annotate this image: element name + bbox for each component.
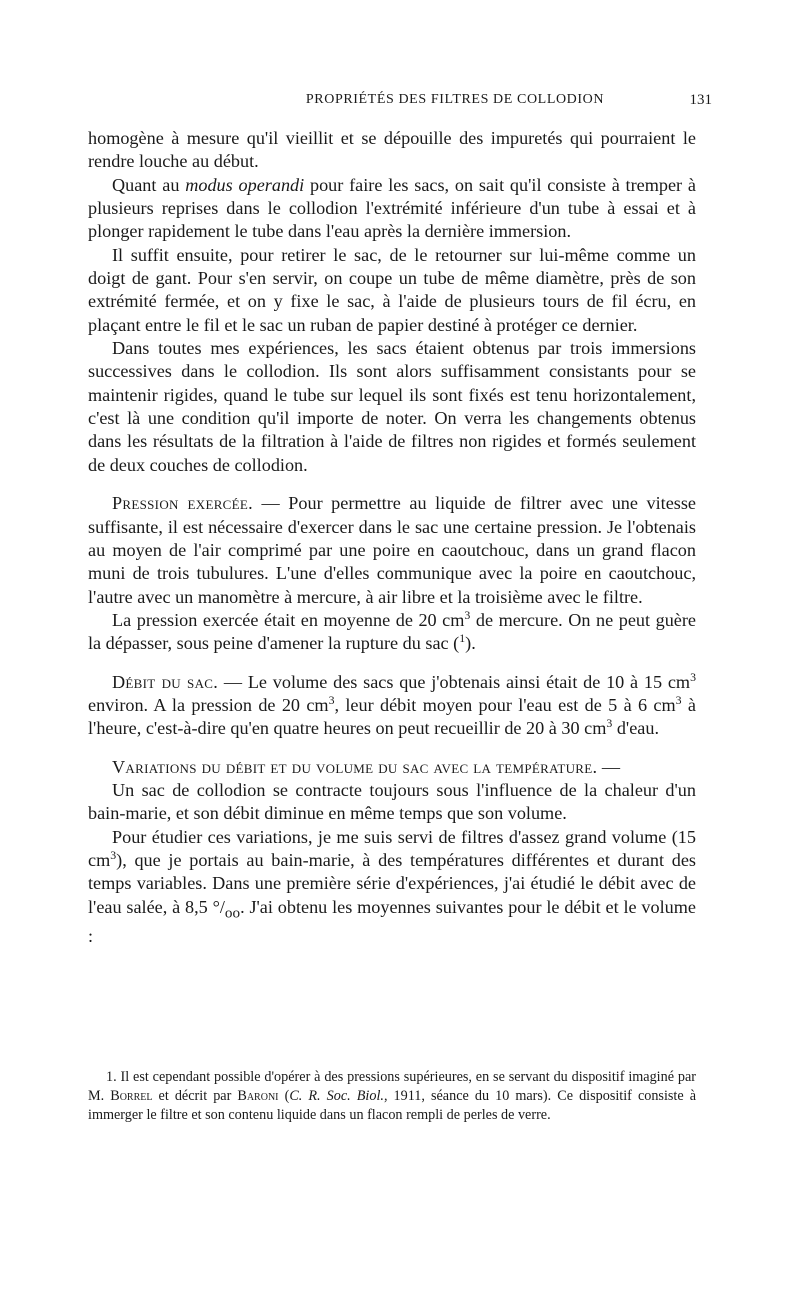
footnote-reference: 1 <box>459 631 466 646</box>
footnote-text: 1. Il est cependant possible d'opérer à des pressions supérieures, en se servant du dispositif imaginé par M. <box>88 1069 696 1104</box>
paragraph-text: à l'heure, c'est-à-dire qu'en quatre heures on peut recueillir de 20 à 30 cm <box>88 694 696 739</box>
paragraph-text: La pression exercée était en moyenne de 20 cm <box>112 609 465 630</box>
paragraph-text: ). <box>465 633 476 654</box>
paragraph-text: pour faire les sacs, on sait qu'il consiste à tremper à plusieurs reprises dans le collodion l'extrémité inférieure d'un tube à essai et à plonger rapidement le tube dans l'eau après la dernière immersion. <box>88 174 696 242</box>
running-title: PROPRIÉTÉS DES FILTRES DE COLLODION <box>305 92 605 107</box>
superscript: 3 <box>675 692 682 707</box>
italic-phrase: modus operandi <box>185 174 305 195</box>
page-number: 131 <box>689 92 712 108</box>
footnote-1 <box>88 1068 696 1125</box>
paragraph-modus-operandi <box>88 174 696 244</box>
section-debit <box>88 671 696 741</box>
section-heading: Variations du débit et du volume du sac avec la température. <box>112 756 598 777</box>
footnote-text: ( <box>278 1088 290 1104</box>
footnote-text: , 1911, séance du 10 mars). Ce dispositif consiste à immerger le filtre et son contenu liquide dans un flacon rempli de perles de verre. <box>88 1088 697 1123</box>
paragraph-text: Pour étudier ces variations, je me suis servi de filtres d'assez grand volume (15 cm <box>88 826 696 870</box>
paragraph-text: — Le volume des sacs que j'obtenais ainsi était de 10 à 15 cm <box>218 671 691 692</box>
paragraph-text: — Pour permettre au liquide de filtrer avec une vitesse suffisante, il est nécessaire d'exercer dans le sac une certaine pression. Je l'obtenais au moyen de l'air comprimé par une poire en caoutchouc, dans un grand flacon muni de trois tubulures. L'une d'elles communique avec la poire en caoutchouc, l'autre avec un manomètre à mercure, à air libre et la troisième avec le filtre. <box>88 493 696 607</box>
superscript: 3 <box>464 607 471 622</box>
paragraph-text: Il suffit ensuite, pour retirer le sac, de le retourner sur lui-même comme un doigt de gant. Pour s'en servir, on coupe un tube de même diamètre, près de son extrémité fermée, et on y fixe le sac, à l'aide de plusieurs tours de fil écru, en plaçant entre le fil et le sac un ruban de papier destiné à protéger ce dernier. <box>88 244 696 335</box>
footnote-text: et décrit par <box>152 1088 238 1104</box>
superscript: 3 <box>110 847 117 862</box>
paragraph-retirer-sac <box>88 244 696 337</box>
paragraph-experiences <box>88 337 696 477</box>
heading-dash: — <box>597 756 621 777</box>
paragraph-etude-variations <box>88 826 696 948</box>
author-name: Baroni <box>237 1088 279 1104</box>
paragraph-text: d'eau. <box>612 718 659 739</box>
running-header <box>88 92 712 114</box>
paragraph-text: environ. A la pression de 20 cm <box>88 694 329 715</box>
superscript: 3 <box>690 669 696 684</box>
paragraph-text: Quant au <box>112 174 186 195</box>
paragraph-contraction <box>88 779 696 826</box>
paragraph-text: , leur débit moyen pour l'eau est de 5 à 6 cm <box>334 694 676 715</box>
author-name: Borrel <box>110 1088 153 1104</box>
subscript: oo <box>224 904 241 922</box>
paragraph-continuation <box>88 127 696 174</box>
superscript: 3 <box>606 716 613 731</box>
main-text <box>88 127 696 948</box>
paragraph-pression-moyenne <box>88 609 696 656</box>
section-heading: Débit du sac. <box>112 671 219 692</box>
section-pression <box>88 492 696 609</box>
section-heading: Pression exercée. <box>112 493 253 514</box>
paragraph-text: Un sac de collodion se contracte toujours sous l'influence de la chaleur d'un bain-marie, et son débit diminue en même temps que son volume. <box>88 779 696 824</box>
paragraph-text: homogène à mesure qu'il vieillit et se dépouille des impuretés qui pourraient le rendre louche au début. <box>88 128 696 172</box>
paragraph-text: Dans toutes mes expériences, les sacs étaient obtenus par trois immersions successives dans le collodion. Ils sont alors suffisamment consistants pour se maintenir rigides, quand le tube sur lequel ils sont fixés est tenu horizontalement, c'est là une condition qu'il importe de noter. On verra les changements obtenus dans les résultats de la filtration à l'aide de filtres non rigides et formés seulement de deux couches de collodion. <box>88 338 696 475</box>
paragraph-text: . J'ai obtenu les moyennes suivantes pour le débit et le volume : <box>88 896 696 946</box>
superscript: 3 <box>328 692 335 707</box>
journal-title: C. R. Soc. Biol. <box>289 1088 384 1104</box>
section-variations <box>88 756 696 779</box>
paragraph-text: ), que je portais au bain-marie, à des températures différentes et durant des temps variables. Dans une première série d'expériences, j'ai étudié le débit avec de l'eau salée, à 8,5 °/ <box>88 849 696 917</box>
paragraph-text: de mercure. On ne peut guère la dépasser, sous peine d'amener la rupture du sac ( <box>88 609 696 654</box>
footnotes <box>88 1068 696 1125</box>
